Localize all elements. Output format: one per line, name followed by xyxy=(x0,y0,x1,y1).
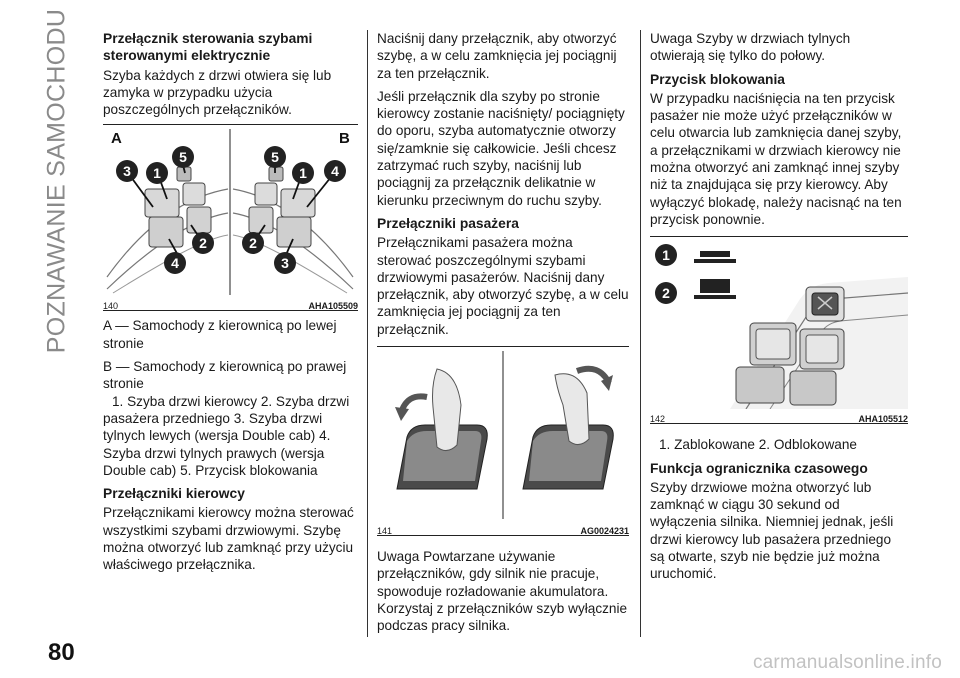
paragraph-auto-mode: Jeśli przełącznik dla szyby po stronie kierowcy zostanie naciśnięty/ pociągnięty do oporu, szyba automatycznie otworzy się/zamknie się całkowicie. Jeśli chcesz zatrzymać ruch szyby, naciśnij lub pociągnij za przełącznik delikatnie w kierunku przeciwnym do ruchu szyby. xyxy=(377,88,625,208)
column-3 xyxy=(650,30,908,589)
heading-timer-function: Funkcja ogranicznika czasowego xyxy=(650,460,868,476)
svg-text:1: 1 xyxy=(662,247,670,264)
figure-140-caption xyxy=(103,298,358,312)
svg-text:2: 2 xyxy=(662,285,670,302)
component-list: 1. Szyba drzwi kierowcy 2. Szyba drzwi pasażera przedniego 3. Szyba drzwi tylnych lewych (wersja Double cab) 4. Szyba drzwi tylnych prawych (wersja Double cab) 5. Przycisk blokowania xyxy=(103,393,350,478)
paragraph-driver-switches: Przełącznikami kierowcy można sterować wszystkimi szybami drzwiowymi. Szybę można otworzyć lub zamknąć przy użyciu właściwego przełącznika. xyxy=(103,505,354,573)
paragraph-rear-windows-note: Uwaga Szyby w drzwiach tylnych otwierają się tylko do połowy. xyxy=(650,31,851,64)
svg-text:3: 3 xyxy=(281,255,289,272)
svg-text:5: 5 xyxy=(271,149,279,166)
figure-142-caption xyxy=(650,411,908,425)
lock-button-illustration xyxy=(650,239,908,409)
watermark: carmanualsonline.info xyxy=(752,652,942,673)
figure-number: 140 xyxy=(103,301,119,312)
page-number: 80 xyxy=(48,639,75,666)
panel-label-b: B xyxy=(339,130,350,148)
heading-passenger-switches: Przełączniki pasażera xyxy=(377,215,519,231)
paragraph-lock-button: W przypadku naciśnięcia na ten przycisk pasażer nie może użyć przełączników w celu otwarcia lub zamknięcia danej szyby, a przełącznikami w drzwiach kierowcy nie można otworzyć ani zamknąć innej szyby niż ta znajdująca się przy kierowcy. Aby wyłączyć blokadę, należy nacisnąć na ten przycisk ponownie. xyxy=(650,90,902,227)
paragraph-passenger-switches: Przełącznikami pasażera można sterować poszczególnymi szybami drzwiowymi pasażerów. Naciśnij dany przełącznik, aby otworzyć szybę, a w celu zamknięcia jej pociągnij za ten przełącznik. xyxy=(377,235,629,337)
locked-symbol xyxy=(700,251,730,257)
column-2 xyxy=(377,30,629,641)
column-divider-2 xyxy=(640,30,641,637)
figure-code: AHA105512 xyxy=(858,414,908,425)
heading-lock-button: Przycisk blokowania xyxy=(650,71,785,87)
figure-141-caption xyxy=(377,523,629,537)
heading-window-switch: Przełącznik sterowania szybami sterowanymi elektrycznie xyxy=(103,31,313,64)
caption-b: B — Samochody z kierownicą po prawej stronie xyxy=(103,359,347,392)
paragraph-battery-note: Uwaga Powtarzane używanie przełączników, gdy silnik nie pracuje, spowoduje rozładowanie akumulatora. Korzystaj z przełączników szyb wyłącznie podczas pracy silnika. xyxy=(377,549,628,634)
svg-text:4: 4 xyxy=(171,255,179,272)
press-pull-illustration xyxy=(377,349,629,521)
chapter-side-title xyxy=(32,8,82,354)
figure-code: AHA105509 xyxy=(308,301,358,312)
figure-code: AG0024231 xyxy=(580,526,629,537)
paragraph-intro: Szyba każdych z drzwi otwiera się lub zamyka w przypadku użycia poszczególnych przełączników. xyxy=(103,67,332,118)
figure-142 xyxy=(650,236,908,424)
heading-driver-switches: Przełączniki kierowcy xyxy=(103,486,245,502)
paragraph-timer-function: Szyby drzwiowe można otworzyć lub zamknąć w ciągu 30 sekund od wyłączenia silnika. Niemniej jednak, jeśli drzwi kierowcy lub pasażera przedniego są otwarte, szyb nie będzie już można uruchomić. xyxy=(650,479,894,582)
svg-text:4: 4 xyxy=(331,163,339,180)
figure-number: 141 xyxy=(377,526,393,537)
caption-a: A — Samochody z kierownicą po lewej stronie xyxy=(103,318,337,351)
figure-number: 142 xyxy=(650,414,666,425)
chapter-side-title-text: POZNAWANIE SAMOCHODU xyxy=(42,8,71,354)
svg-text:2: 2 xyxy=(199,235,207,252)
figure-140 xyxy=(103,124,358,311)
svg-text:3: 3 xyxy=(123,163,131,180)
svg-text:1: 1 xyxy=(153,165,161,182)
svg-text:2: 2 xyxy=(249,235,257,252)
svg-text:5: 5 xyxy=(179,149,187,166)
unlocked-symbol xyxy=(700,279,730,293)
paragraph-press-pull: Naciśnij dany przełącznik, aby otworzyć szybę, a w celu zamknięcia jej pociągnij za ten przełącznik. xyxy=(377,31,617,81)
svg-text:1: 1 xyxy=(299,165,307,182)
panel-label-a: A xyxy=(111,130,122,148)
window-switch-illustration xyxy=(103,127,358,297)
column-1 xyxy=(103,30,358,580)
figure-141 xyxy=(377,346,629,536)
caption-lock-states: 1. Zablokowane 2. Odblokowane xyxy=(659,437,857,453)
column-divider-1 xyxy=(367,30,368,637)
